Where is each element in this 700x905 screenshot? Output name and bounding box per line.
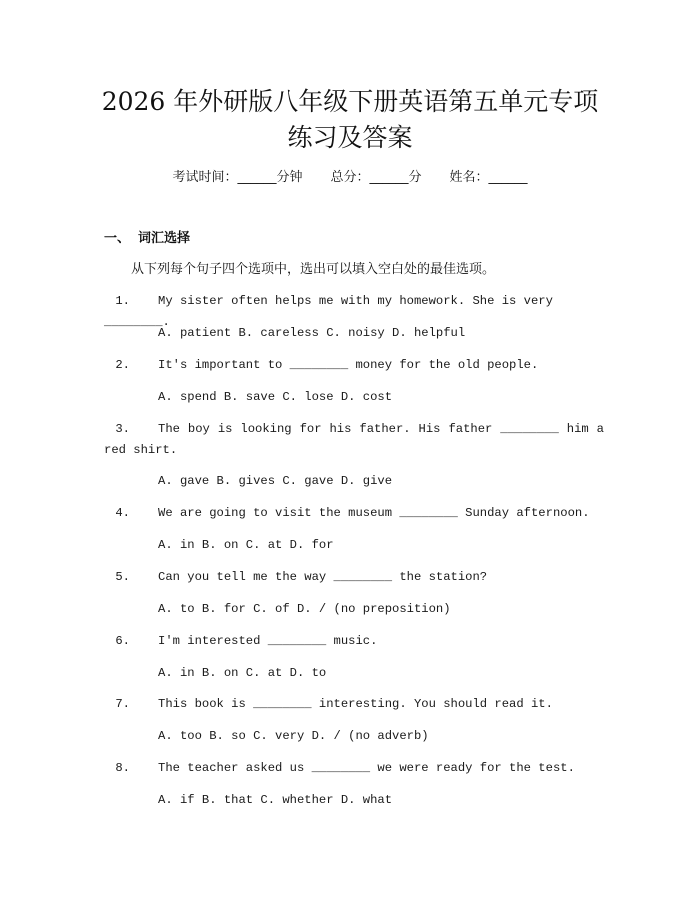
document-title-line-2: 练习及答案 — [287, 123, 413, 152]
question-number: 5. — [115, 570, 130, 584]
question-number: 3. — [115, 422, 130, 436]
total-score-field: 总分：______分 — [330, 170, 422, 185]
question-2-options: A. spend B. save C. lose D. cost — [158, 390, 393, 404]
question-number: 6. — [115, 634, 130, 648]
question-3 — [104, 419, 604, 461]
question-4 — [104, 503, 604, 524]
question-5 — [104, 567, 604, 588]
question-number: 4. — [115, 506, 130, 520]
question-8-options: A. if B. that C. whether D. what — [158, 793, 393, 807]
document-title-line-1: 2026 年外研版八年级下册英语第五单元专项 — [101, 87, 599, 116]
exam-meta-info — [0, 168, 700, 188]
question-3-options: A. gave B. gives C. gave D. give — [158, 474, 393, 488]
section-title: 词汇选择 — [138, 231, 191, 246]
question-number: 1. — [115, 294, 130, 308]
question-8 — [104, 758, 604, 779]
question-2 — [104, 355, 604, 376]
question-text: I'm interested ________ music. — [158, 634, 378, 648]
question-text: This book is ________ interesting. You should read it. — [158, 697, 553, 711]
question-text: Can you tell me the way ________ the station? — [158, 570, 488, 584]
exam-time-field: 考试时间：______分钟 — [172, 170, 303, 185]
question-5-options: A. to B. for C. of D. / (no preposition) — [158, 602, 451, 616]
student-name-field: 姓名：______ — [449, 170, 528, 185]
question-7 — [104, 694, 604, 715]
question-text: We are going to visit the museum ________ Sunday afternoon. — [158, 506, 590, 520]
question-7-options: A. too B. so C. very D. / (no adverb) — [158, 729, 429, 743]
question-4-options: A. in B. on C. at D. for — [158, 538, 334, 552]
section-number: 一、 — [104, 231, 131, 246]
question-text: My sister often helps me with my homework. She is very ________. — [104, 294, 553, 329]
question-1-options: A. patient B. careless C. noisy D. helpful — [158, 326, 466, 340]
section-heading — [104, 229, 190, 249]
question-6 — [104, 631, 604, 652]
question-6-options: A. in B. on C. at D. to — [158, 666, 327, 680]
section-instruction: 从下列每个句子四个选项中，选出可以填入空白处的最佳选项。 — [131, 262, 496, 277]
question-number: 8. — [115, 761, 130, 775]
question-text: It's important to ________ money for the old people. — [158, 358, 539, 372]
question-text: The boy is looking for his father. His father ________ him a red shirt. — [104, 422, 604, 457]
question-number: 7. — [115, 697, 130, 711]
question-text: The teacher asked us ________ we were ready for the test. — [158, 761, 575, 775]
question-number: 2. — [115, 358, 130, 372]
